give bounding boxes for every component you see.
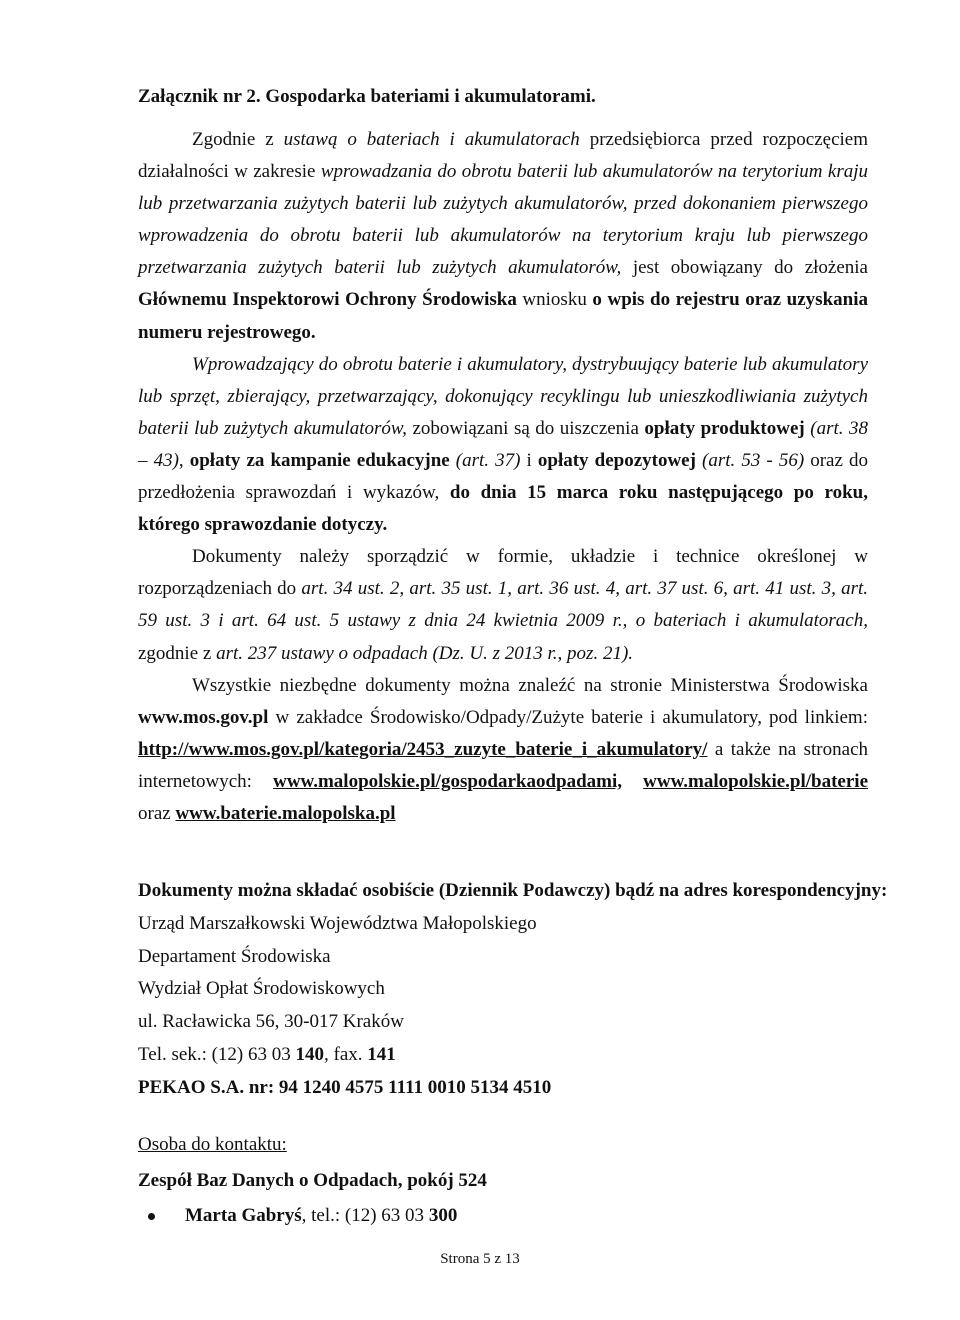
p4-text: Wszystkie niezbędne dokumenty można znaleźć na stronie Ministerstwa Środowiska	[192, 674, 868, 696]
p3-waste-act: art. 237 ustawy o odpadach (Dz. U. z 2013 r., poz. 21).	[216, 642, 634, 664]
address-line: Urząd Marszałkowski Województwa Małopolskiego	[138, 912, 537, 934]
paragraph-registration	[138, 124, 868, 349]
paragraph-links	[138, 670, 868, 830]
contact-person-item	[148, 1205, 457, 1227]
link-malopolskie-baterie[interactable]: www.malopolskie.pl/baterie	[643, 770, 869, 792]
p4-text: w zakładce Środowisko/Odpady/Zużyte baterie i akumulatory, pod linkiem:	[268, 706, 868, 728]
link-malopolskie-odpady[interactable]: www.malopolskie.pl/gospodarkaodpadami,	[273, 770, 623, 792]
fax-extension: 141	[367, 1043, 396, 1065]
p1-authority: Głównemu Inspektorowi Ochrony Środowiska	[138, 289, 517, 311]
phone-prefix: Tel. sek.: (12) 63 03	[138, 1043, 296, 1065]
paragraph-forms	[138, 541, 868, 669]
phone-line	[138, 1039, 898, 1072]
contact-person-heading: Osoba do kontaktu:	[138, 1134, 287, 1155]
p2-ref: (art. 38 – 43)	[138, 417, 868, 471]
document-body	[138, 124, 868, 830]
paragraph-fees	[138, 349, 868, 542]
p2-campaign-fee: opłaty za kampanie edukacyjne	[189, 449, 450, 471]
p1-scope: wprowadzania do obrotu baterii lub akumulatorów na terytorium kraju lub przetwarzania zużytych baterii lub zużytych akumulatorów, przed dokonaniem pierwszego wprowadzenia do obrotu baterii lub akumulatorów na terytorium kraju lub pierwszego przetwarzania zużytych baterii lub zużytych akumulatorów,	[138, 161, 868, 279]
p4-text: a także na stronach internetowych:	[138, 738, 868, 792]
p2-product-fee: opłaty produktowej	[644, 417, 805, 439]
p1-text: Zgodnie z	[192, 129, 284, 150]
page-number: Strona 5 z 13	[440, 1251, 520, 1267]
p2-ref: (art. 53 - 56)	[695, 449, 805, 471]
document-title: Załącznik nr 2. Gospodarka bateriami i akumulatorami.	[138, 86, 596, 107]
p3-articles: art. 34 ust. 2, art. 35 ust. 1, art. 36 ust. 4, art. 37 ust. 6, art. 41 ust. 3, art. 59 ust. 3 i art. 64 ust. 5 ustawy z dnia 24 kwietnia 2009 r., o bateriach i akumulatorach,	[138, 578, 868, 632]
p1-text: jest obowiązany do złożenia	[621, 257, 868, 279]
link-baterie-malopolska[interactable]: www.baterie.malopolska.pl	[175, 802, 396, 824]
p1-act-name: ustawą o bateriach i akumulatorach	[283, 129, 580, 150]
p2-text: zobowiązani są do uiszczenia	[406, 417, 645, 439]
bank-account: PEKAO S.A. nr: 94 1240 4575 1111 0010 5134 4510	[138, 1076, 552, 1098]
p2-subjects: Wprowadzający do obrotu baterie i akumulatory, dystrybuujący baterie lub akumulatory lub sprzęt, zbierający, przetwarzający, dokonujący recyklingu lub unieszkodliwiania zużytych baterii lub zużytych akumulatorów,	[138, 353, 868, 439]
contact-address-block	[138, 875, 898, 1105]
p2-text: ,	[178, 449, 190, 471]
contact-heading: Dokumenty można składać osobiście (Dziennik Podawczy) bądź na adres korespondencyjny:	[138, 880, 888, 901]
p2-text: i	[520, 449, 538, 471]
p2-deadline: do dnia 15 marca roku następującego po roku, którego sprawozdanie dotyczy.	[138, 482, 868, 536]
address-line: ul. Racławicka 56, 30-017 Kraków	[138, 1011, 404, 1033]
contact-team: Zespół Baz Danych o Odpadach, pokój 524	[138, 1170, 487, 1191]
contact-person-phone-extension: 300	[428, 1205, 458, 1226]
p1-requirement: o wpis do rejestru oraz uzyskania numeru rejestrowego.	[138, 289, 868, 343]
fax-prefix: , fax.	[324, 1043, 368, 1065]
p1-text: wniosku	[516, 289, 593, 311]
phone-extension: 140	[295, 1043, 325, 1065]
p3-text: Dokumenty należy sporządzić w formie, układzie i technice określonej w rozporządzeniach do	[138, 546, 868, 600]
p2-deposit-fee: opłaty depozytowej	[537, 449, 696, 471]
p4-text	[622, 771, 643, 792]
link-mos-category[interactable]: http://www.mos.gov.pl/kategoria/2453_zuzyte_baterie_i_akumulatory/	[138, 738, 708, 760]
contact-person-phone-prefix: , tel.: (12) 63 03	[301, 1205, 429, 1226]
p2-text: oraz do przedłożenia sprawozdań i wykazów,	[138, 449, 869, 504]
address-line: Wydział Opłat Środowiskowych	[138, 978, 385, 1000]
link-mos-gov[interactable]: www.mos.gov.pl	[138, 706, 269, 728]
address-line: Departament Środowiska	[138, 945, 331, 967]
p4-text: oraz	[138, 802, 176, 824]
p3-text: zgodnie z	[138, 642, 217, 664]
contact-person-name: Marta Gabryś	[185, 1205, 302, 1226]
bullet-icon	[148, 1213, 155, 1220]
p2-ref: (art. 37)	[449, 449, 521, 471]
p1-text: przedsiębiorca przed rozpoczęciem działalności w zakresie	[138, 129, 868, 183]
